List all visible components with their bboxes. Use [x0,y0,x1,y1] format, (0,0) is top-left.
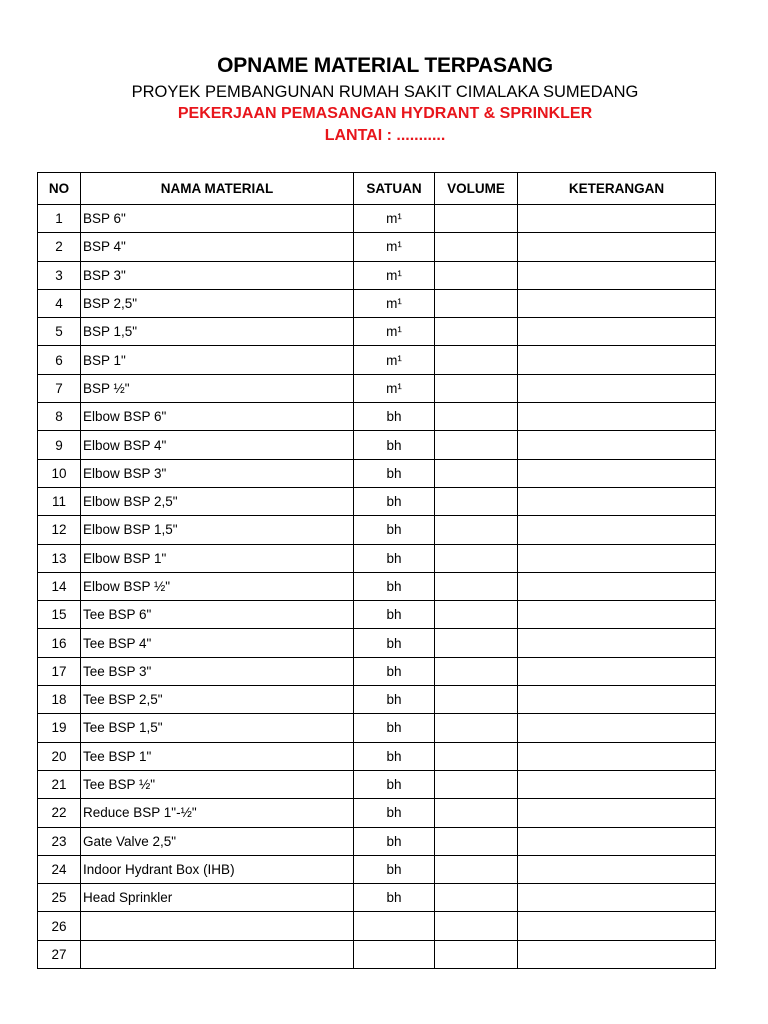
volume-cell [435,827,518,855]
notes-cell [518,770,716,798]
table-row [38,516,716,544]
notes-cell [518,403,716,431]
row-number: 12 [38,516,81,544]
row-number: 27 [38,940,81,968]
volume-cell [435,431,518,459]
notes-cell [518,884,716,912]
unit-cell: bh [354,799,435,827]
unit-cell: bh [354,742,435,770]
notes-cell [518,572,716,600]
notes-cell [518,601,716,629]
volume-cell [435,261,518,289]
row-number: 10 [38,459,81,487]
volume-cell [435,742,518,770]
row-number: 7 [38,374,81,402]
notes-cell [518,855,716,883]
unit-cell: m¹ [354,233,435,261]
material-name-cell: Gate Valve 2,5" [81,827,354,855]
table-row [38,657,716,685]
material-name-cell: Elbow BSP 1,5" [81,516,354,544]
row-number: 3 [38,261,81,289]
volume-cell [435,233,518,261]
volume-cell [435,884,518,912]
volume-cell [435,799,518,827]
row-number: 6 [38,346,81,374]
volume-cell [435,318,518,346]
table-row [38,629,716,657]
notes-cell [518,799,716,827]
row-number: 18 [38,686,81,714]
material-name-cell: Elbow BSP 2,5" [81,487,354,515]
material-name-cell: Elbow BSP 4" [81,431,354,459]
volume-cell [435,459,518,487]
row-number: 22 [38,799,81,827]
table-row [38,572,716,600]
row-number: 2 [38,233,81,261]
notes-cell [518,516,716,544]
table-row [38,940,716,968]
material-name-cell [81,912,354,940]
notes-cell [518,289,716,317]
table-row [38,686,716,714]
volume-cell [435,855,518,883]
unit-cell [354,912,435,940]
unit-cell: bh [354,657,435,685]
notes-cell [518,318,716,346]
material-name-cell: BSP 1" [81,346,354,374]
table-row [38,374,716,402]
unit-cell: m¹ [354,346,435,374]
row-number: 24 [38,855,81,883]
table-row [38,403,716,431]
table-row [38,487,716,515]
volume-cell [435,601,518,629]
material-name-cell: Tee BSP 2,5" [81,686,354,714]
table-body [38,205,716,969]
volume-cell [435,289,518,317]
notes-cell [518,912,716,940]
material-name-cell: Reduce BSP 1"-½" [81,799,354,827]
material-name-cell: Tee BSP 6" [81,601,354,629]
notes-cell [518,742,716,770]
unit-cell: m¹ [354,205,435,233]
notes-cell [518,261,716,289]
unit-cell: bh [354,686,435,714]
volume-cell [435,516,518,544]
row-number: 4 [38,289,81,317]
volume-cell [435,572,518,600]
notes-cell [518,233,716,261]
unit-cell: bh [354,827,435,855]
volume-cell [435,686,518,714]
header-notes: KETERANGAN [518,173,716,205]
unit-cell: bh [354,884,435,912]
table-row [38,714,716,742]
material-name-cell: BSP 4" [81,233,354,261]
table-row [38,884,716,912]
unit-cell: bh [354,572,435,600]
unit-cell: bh [354,431,435,459]
table-row [38,459,716,487]
notes-cell [518,629,716,657]
volume-cell [435,374,518,402]
row-number: 20 [38,742,81,770]
header-volume: VOLUME [435,173,518,205]
notes-cell [518,374,716,402]
volume-cell [435,205,518,233]
header-no: NO [38,173,81,205]
unit-cell: m¹ [354,374,435,402]
volume-cell [435,544,518,572]
work-description: PEKERJAAN PEMASANGAN HYDRANT & SPRINKLER [177,105,593,122]
material-name-cell: Tee BSP 1" [81,742,354,770]
table-row [38,431,716,459]
material-name-cell: BSP 6" [81,205,354,233]
volume-cell [435,940,518,968]
unit-cell: m¹ [354,261,435,289]
row-number: 16 [38,629,81,657]
volume-cell [435,657,518,685]
unit-cell: bh [354,459,435,487]
table-row [38,544,716,572]
unit-cell: m¹ [354,289,435,317]
floor-label: LANTAI : ........... [324,127,446,144]
material-name-cell [81,940,354,968]
table-row [38,261,716,289]
table-row [38,289,716,317]
header-unit: SATUAN [354,173,435,205]
unit-cell: bh [354,544,435,572]
material-name-cell: Elbow BSP 3" [81,459,354,487]
volume-cell [435,770,518,798]
volume-cell [435,403,518,431]
material-name-cell: Indoor Hydrant Box (IHB) [81,855,354,883]
material-name-cell: Tee BSP 4" [81,629,354,657]
volume-cell [435,487,518,515]
unit-cell: bh [354,629,435,657]
notes-cell [518,205,716,233]
unit-cell: bh [354,487,435,515]
row-number: 13 [38,544,81,572]
unit-cell: m¹ [354,318,435,346]
unit-cell: bh [354,770,435,798]
notes-cell [518,686,716,714]
table-header-row [38,173,716,205]
notes-cell [518,459,716,487]
material-name-cell: Elbow BSP 1" [81,544,354,572]
material-name-cell: Elbow BSP ½" [81,572,354,600]
notes-cell [518,827,716,855]
row-number: 25 [38,884,81,912]
volume-cell [435,912,518,940]
table-row [38,205,716,233]
notes-cell [518,940,716,968]
table-row [38,318,716,346]
row-number: 11 [38,487,81,515]
row-number: 23 [38,827,81,855]
table-row [38,912,716,940]
volume-cell [435,346,518,374]
table-row [38,346,716,374]
row-number: 1 [38,205,81,233]
document-title: OPNAME MATERIAL TERPASANG [217,54,553,77]
material-name-cell: BSP 3" [81,261,354,289]
unit-cell: bh [354,714,435,742]
material-name-cell: Head Sprinkler [81,884,354,912]
notes-cell [518,544,716,572]
notes-cell [518,487,716,515]
unit-cell [354,940,435,968]
document-header [0,52,768,147]
table-row [38,233,716,261]
material-name-cell: BSP 2,5" [81,289,354,317]
material-name-cell: Tee BSP 3" [81,657,354,685]
notes-cell [518,714,716,742]
table-row [38,742,716,770]
row-number: 8 [38,403,81,431]
notes-cell [518,657,716,685]
header-material-name: NAMA MATERIAL [81,173,354,205]
material-name-cell: Elbow BSP 6" [81,403,354,431]
material-name-cell: Tee BSP 1,5" [81,714,354,742]
table-row [38,770,716,798]
material-name-cell: BSP 1,5" [81,318,354,346]
unit-cell: bh [354,855,435,883]
material-name-cell: Tee BSP ½" [81,770,354,798]
unit-cell: bh [354,403,435,431]
row-number: 5 [38,318,81,346]
unit-cell: bh [354,601,435,629]
row-number: 21 [38,770,81,798]
notes-cell [518,431,716,459]
row-number: 26 [38,912,81,940]
material-table [37,172,716,969]
project-name: PROYEK PEMBANGUNAN RUMAH SAKIT CIMALAKA SUMEDANG [131,83,639,101]
notes-cell [518,346,716,374]
table-row [38,601,716,629]
unit-cell: bh [354,516,435,544]
row-number: 9 [38,431,81,459]
volume-cell [435,629,518,657]
table-row [38,855,716,883]
table-row [38,827,716,855]
volume-cell [435,714,518,742]
material-name-cell: BSP ½" [81,374,354,402]
row-number: 14 [38,572,81,600]
table-row [38,799,716,827]
row-number: 17 [38,657,81,685]
row-number: 15 [38,601,81,629]
row-number: 19 [38,714,81,742]
